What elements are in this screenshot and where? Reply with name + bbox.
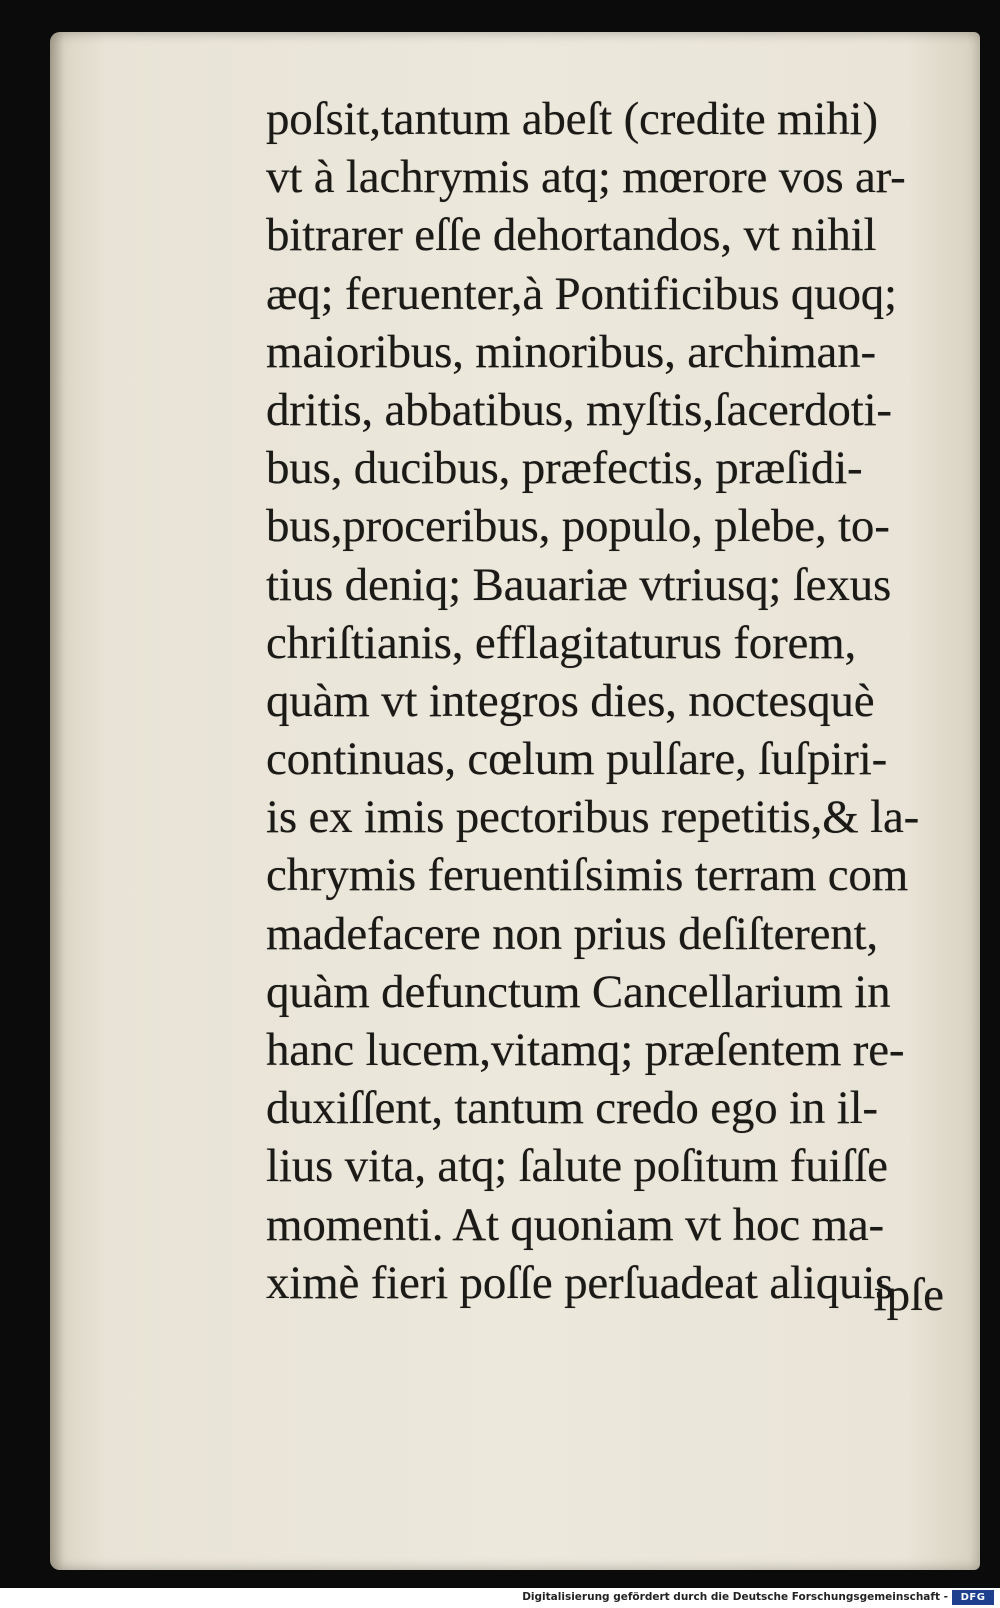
text-line: is ex imis pectoribus repetitis,& la- xyxy=(266,791,920,844)
funding-credit: Digitalisierung gefördert durch die Deutsche Forschungsgemeinschaft - xyxy=(522,1591,948,1603)
dfg-logo: DFG xyxy=(952,1590,994,1605)
text-line: æq; feruenter,à Pontificibus quoq; xyxy=(266,267,897,320)
text-line: chrymis feruentiſsimis terram com xyxy=(266,849,909,902)
text-line: duxiſſent, tantum credo ego in il- xyxy=(266,1082,878,1135)
text-line: tius deniq; Bauariæ vtriusq; ſexus xyxy=(266,558,892,611)
text-line: quàm defunctum Cancellarium in xyxy=(266,965,891,1018)
text-line: poſsit,tantum abeſt (credite mihi) xyxy=(266,93,878,145)
text-line: bus, ducibus, præfectis, præſidi- xyxy=(266,442,863,495)
footer-bar xyxy=(0,1588,1000,1608)
text-line: hanc lucem,vitamq; præſentem re- xyxy=(266,1024,905,1076)
text-line: bus,proceribus, populo, plebe, to- xyxy=(266,500,890,553)
text-line: madefacere non prius deſiſterent, xyxy=(266,907,878,960)
text-line: bitrarer eſſe dehortandos, vt nihil xyxy=(266,209,877,262)
text-line: momenti. At quoniam vt hoc ma- xyxy=(266,1198,884,1251)
text-line: lius vita, atq; ſalute poſitum fuiſſe xyxy=(266,1140,888,1193)
text-line: vt à lachrymis atq; mœrore vos ar- xyxy=(266,151,906,204)
text-line: dritis, abbatibus, myſtis,ſacerdoti- xyxy=(266,383,892,436)
text-line: continuas, cœlum pulſare, ſuſpiri- xyxy=(266,733,888,786)
text-line: chriſtianis, efflagitaturus forem, xyxy=(266,616,857,669)
text-line: maioribus, minoribus, archiman- xyxy=(266,325,876,378)
text-line: quàm vt integros dies, noctesquè xyxy=(266,674,875,727)
page-text xyxy=(266,90,946,1312)
text-line: ximè fieri poſſe perſuadeat aliquis xyxy=(266,1256,894,1309)
catchword: ipſe xyxy=(873,1269,944,1321)
